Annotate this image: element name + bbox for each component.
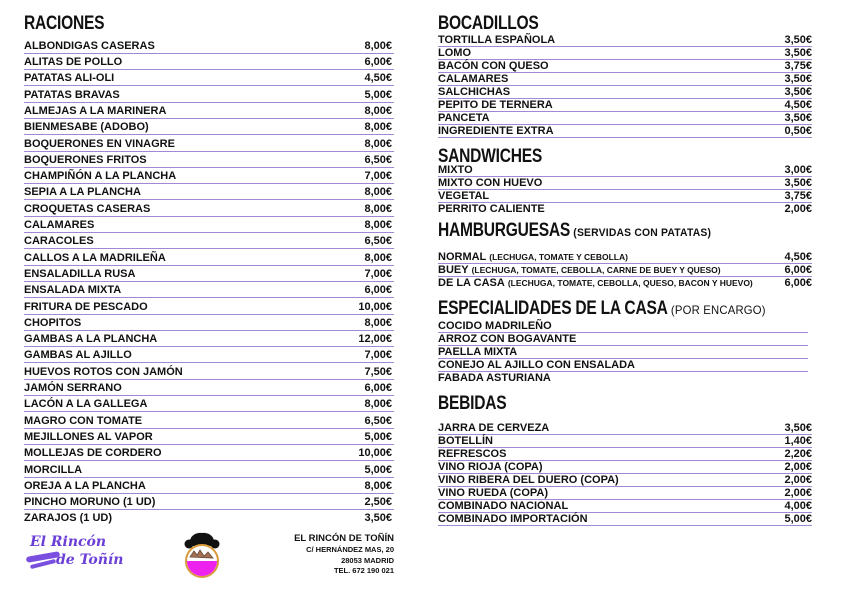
raciones-list — [24, 38, 394, 525]
item-price: 2,00€ — [784, 474, 812, 486]
menu-item — [24, 54, 394, 70]
item-name-text: MEJILLONES AL VAPOR — [24, 430, 153, 443]
menu-item — [24, 168, 394, 184]
item-name — [24, 169, 176, 183]
item-name-text: PINCHO MORUNO (1 UD) — [24, 496, 156, 509]
menu-item — [438, 500, 812, 513]
menu-item — [24, 201, 394, 217]
item-name — [438, 461, 543, 473]
item-price: 3,75€ — [784, 60, 812, 72]
bocadillos-list — [438, 34, 812, 138]
item-name-text: CHAMPIÑÓN A LA PLANCHA — [24, 170, 177, 183]
item-name-text: CALAMARES — [24, 219, 95, 232]
item-name-text: SEPIA A LA PLANCHA — [24, 186, 141, 199]
item-price: 3,75€ — [784, 190, 812, 202]
item-price: 3,50€ — [784, 86, 812, 98]
item-price: 6,50€ — [364, 414, 392, 427]
item-name — [438, 251, 628, 263]
item-name-text: BOQUERONES EN VINAGRE — [24, 137, 175, 150]
item-name-text: COMBINADO NACIONAL — [438, 500, 569, 512]
item-name-text: COCIDO MADRILEÑO — [438, 320, 552, 332]
item-name — [438, 320, 552, 332]
item-price: 6,00€ — [364, 56, 392, 69]
item-name — [24, 218, 94, 232]
menu-item — [24, 380, 394, 396]
sandwiches-section — [438, 146, 812, 215]
item-name — [438, 277, 753, 289]
item-name — [24, 88, 120, 102]
menu-item — [438, 435, 812, 448]
item-name-text: FRITURA DE PESCADO — [24, 300, 148, 313]
item-price: 1,40€ — [784, 435, 812, 447]
item-name-text: BUEY — [438, 264, 469, 276]
item-name — [24, 300, 148, 314]
item-price: 8,00€ — [364, 316, 392, 329]
restaurant-name: EL RINCÓN DE TOÑÍN — [294, 533, 394, 544]
item-name — [438, 60, 549, 72]
item-name — [24, 332, 157, 346]
item-price: 8,00€ — [364, 104, 392, 117]
item-name — [24, 283, 121, 297]
item-price: 5,00€ — [364, 463, 392, 476]
right-column — [438, 14, 812, 526]
menu-item — [24, 282, 394, 298]
item-note: (LECHUGA, TOMATE, CEBOLLA, QUESO, BACON Y HUEVO) — [507, 278, 753, 288]
item-price: 5,00€ — [784, 513, 812, 525]
item-name — [438, 190, 489, 202]
item-name-text: VINO RIBERA DEL DUERO (COPA) — [438, 474, 619, 486]
item-price: 3,50€ — [784, 34, 812, 46]
menu-item — [438, 34, 812, 47]
item-name-text: CONEJO AL AJILLO CON ENSALADA — [438, 359, 635, 371]
menu-item — [438, 177, 812, 190]
menu-item — [24, 397, 394, 413]
menu-item — [438, 487, 812, 500]
menu-item — [438, 99, 812, 112]
item-price: 5,00€ — [364, 430, 392, 443]
item-name-text: ALMEJAS A LA MARINERA — [24, 104, 167, 117]
menu-item — [438, 112, 812, 125]
item-name — [24, 414, 142, 428]
item-price: 0,50€ — [784, 125, 812, 137]
item-name-text: MIXTO — [438, 164, 473, 176]
item-name-text: BIENMESABE (ADOBO) — [24, 121, 149, 134]
menu-item — [24, 429, 394, 445]
item-name — [438, 125, 554, 137]
item-name — [24, 316, 81, 330]
item-name — [438, 112, 490, 124]
menu-item — [438, 359, 808, 372]
sandwiches-title: SANDWICHES — [438, 146, 543, 167]
item-name-text: CALLOS A LA MADRILEÑA — [24, 251, 166, 264]
item-price: 8,00€ — [364, 479, 392, 492]
item-name-text: PERRITO CALIENTE — [438, 203, 545, 215]
item-name — [438, 203, 545, 215]
item-name-text: ARROZ CON BOGAVANTE — [438, 333, 577, 345]
bebidas-section — [438, 394, 812, 526]
item-price: 8,00€ — [364, 398, 392, 411]
especialidades-title — [438, 298, 766, 320]
bebidas-list — [438, 422, 812, 526]
item-name — [24, 234, 94, 248]
item-price: 3,50€ — [784, 73, 812, 85]
item-name-text: INGREDIENTE EXTRA — [438, 125, 554, 137]
item-name-text: MOLLEJAS DE CORDERO — [24, 447, 162, 460]
menu-item — [24, 445, 394, 461]
restaurant-info — [270, 533, 394, 577]
item-name-text: CARACOLES — [24, 235, 94, 248]
menu-item — [24, 250, 394, 266]
item-price: 8,00€ — [364, 137, 392, 150]
menu-item — [24, 234, 394, 250]
item-name — [24, 495, 155, 509]
restaurant-city: 28053 MADRID — [341, 555, 394, 565]
item-name-text: TORTILLA ESPAÑOLA — [438, 34, 556, 46]
item-name-text: GAMBAS AL AJILLO — [24, 349, 132, 362]
restaurant-address: C/ HERNÁNDEZ MAS, 20 — [306, 545, 394, 554]
menu-item — [438, 190, 812, 203]
item-name-text: ENSALADILLA RUSA — [24, 267, 136, 280]
item-price: 7,50€ — [364, 365, 392, 378]
item-name-text: PAELLA MIXTA — [438, 346, 518, 358]
sandwiches-list — [438, 164, 812, 215]
menu-item — [24, 71, 394, 87]
item-name-text: MORCILLA — [24, 463, 83, 476]
item-name-text: VINO RUEDA (COPA) — [438, 487, 548, 499]
item-name — [438, 513, 588, 525]
item-name — [438, 500, 568, 512]
item-name — [438, 448, 506, 460]
item-name — [24, 251, 166, 265]
item-note: (LECHUGA, TOMATE Y CEBOLLA) — [489, 252, 628, 262]
item-price: 7,00€ — [364, 170, 392, 183]
item-price: 2,00€ — [784, 487, 812, 499]
menu-item — [438, 333, 808, 346]
item-price: 6,00€ — [784, 264, 812, 276]
menu-item — [24, 119, 394, 135]
item-name — [24, 267, 135, 281]
item-name — [438, 487, 548, 499]
item-name — [24, 104, 166, 118]
menu-item — [438, 60, 812, 73]
menu-item — [24, 462, 394, 478]
item-name-text: BACÓN CON QUESO — [438, 60, 549, 72]
item-price: 6,00€ — [784, 277, 812, 289]
item-name-text: DE LA CASA — [438, 277, 505, 289]
item-price: 4,50€ — [784, 251, 812, 263]
item-name-text: PANCETA — [438, 112, 490, 124]
item-price: 10,00€ — [358, 300, 392, 313]
item-name — [24, 55, 122, 69]
item-price: 2,00€ — [784, 461, 812, 473]
item-price: 6,00€ — [364, 284, 392, 297]
menu-item — [24, 315, 394, 331]
logo-line-1: El Rincón — [30, 534, 107, 550]
hamburguesas-title-text: HAMBURGUESAS — [438, 220, 571, 241]
item-name — [24, 446, 162, 460]
raciones-title: RACIONES — [24, 13, 105, 34]
item-price: 6,50€ — [364, 153, 392, 166]
item-name-text: PATATAS ALI-OLI — [24, 72, 115, 85]
item-price: 10,00€ — [358, 447, 392, 460]
menu-item — [24, 103, 394, 119]
menu-item — [24, 511, 394, 526]
item-price: 2,00€ — [784, 203, 812, 215]
item-name-text: PATATAS BRAVAS — [24, 88, 120, 101]
item-name-text: FABADA ASTURIANA — [438, 372, 551, 384]
item-price: 8,00€ — [364, 219, 392, 232]
hamburguesas-list — [438, 251, 812, 289]
item-name-text: CALAMARES — [438, 73, 509, 85]
item-name-text: SALCHICHAS — [438, 86, 511, 98]
especialidades-section — [438, 299, 812, 384]
menu-item — [438, 125, 812, 138]
item-price: 4,00€ — [784, 500, 812, 512]
item-price: 4,50€ — [784, 99, 812, 111]
item-name — [438, 177, 542, 189]
bebidas-title: BEBIDAS — [438, 393, 507, 414]
item-price: 8,00€ — [364, 186, 392, 199]
especialidades-subtitle: (POR ENCARGO) — [670, 303, 766, 317]
item-price: 7,00€ — [364, 349, 392, 362]
item-name — [438, 34, 555, 46]
item-name — [24, 202, 150, 216]
item-name — [24, 511, 112, 525]
item-name — [24, 430, 153, 444]
item-name-text: GAMBAS A LA PLANCHA — [24, 333, 158, 346]
item-name — [438, 73, 508, 85]
item-name — [438, 99, 553, 111]
item-price: 4,50€ — [364, 72, 392, 85]
item-name — [24, 381, 122, 395]
item-price: 2,20€ — [784, 448, 812, 460]
item-price: 12,00€ — [358, 333, 392, 346]
menu-item — [438, 264, 812, 277]
item-name — [438, 422, 549, 434]
menu-item — [438, 346, 808, 359]
bocadillos-section — [438, 14, 812, 138]
item-price: 3,50€ — [784, 47, 812, 59]
item-name — [24, 348, 132, 362]
item-name-text: VINO RIOJA (COPA) — [438, 461, 543, 473]
item-price: 3,50€ — [784, 177, 812, 189]
item-name-text: REFRESCOS — [438, 448, 507, 460]
menu-item — [438, 474, 812, 487]
menu-item — [438, 73, 812, 86]
menu-item — [438, 320, 808, 333]
menu-item — [438, 422, 812, 435]
item-name — [24, 137, 175, 151]
menu-item — [438, 86, 812, 99]
menu-item — [438, 251, 812, 264]
item-name-text: OREJA A LA PLANCHA — [24, 479, 146, 492]
item-name-text: CROQUETAS CASERAS — [24, 202, 151, 215]
menu-item — [24, 348, 394, 364]
item-name — [438, 264, 721, 276]
menu-item — [24, 331, 394, 347]
item-name — [438, 333, 576, 345]
item-name-text: COMBINADO IMPORTACIÓN — [438, 513, 588, 525]
item-note: (LECHUGA, TOMATE, CEBOLLA, CARNE DE BUEY Y QUESO) — [471, 265, 721, 275]
menu-item — [24, 299, 394, 315]
item-name — [24, 397, 147, 411]
item-name — [438, 474, 619, 486]
menu-item — [438, 47, 812, 60]
menu-item — [24, 494, 394, 510]
item-name — [438, 86, 510, 98]
item-price: 3,50€ — [364, 512, 392, 525]
item-name — [24, 120, 149, 134]
logo-line-2: de Toñín — [56, 552, 124, 568]
item-price: 8,00€ — [364, 39, 392, 52]
menu-item — [24, 413, 394, 429]
item-name-text: ALBONDIGAS CASERAS — [24, 39, 155, 52]
item-name — [438, 47, 471, 59]
item-price: 8,00€ — [364, 121, 392, 134]
item-name-text: JARRA DE CERVEZA — [438, 422, 550, 434]
restaurant-phone: TEL. 672 190 021 — [333, 566, 394, 575]
item-name-text: MIXTO CON HUEVO — [438, 177, 543, 189]
item-name-text: ALITAS DE POLLO — [24, 56, 123, 69]
item-price: 5,00€ — [364, 88, 392, 101]
menu-item — [438, 277, 812, 289]
item-name-text: HUEVOS ROTOS CON JAMÓN — [24, 365, 183, 378]
menu-item — [24, 185, 394, 201]
item-price: 6,00€ — [364, 382, 392, 395]
item-name-text: PEPITO DE TERNERA — [438, 99, 553, 111]
especialidades-list — [438, 320, 808, 384]
menu-item — [24, 38, 394, 54]
item-price: 8,00€ — [364, 202, 392, 215]
item-name-text: ENSALADA MIXTA — [24, 284, 122, 297]
hamburguesas-title — [438, 221, 745, 243]
item-price: 3,50€ — [784, 112, 812, 124]
item-name — [24, 365, 183, 379]
bocadillos-title: BOCADILLOS — [438, 13, 539, 34]
hamburguesas-section — [438, 221, 812, 289]
item-name-text: LACÓN A LA GALLEGA — [24, 398, 148, 411]
item-price: 6,50€ — [364, 235, 392, 248]
item-name-text: VEGETAL — [438, 190, 490, 202]
menu-item — [24, 478, 394, 494]
item-name-text: JAMÓN SERRANO — [24, 382, 122, 395]
menu-item — [24, 152, 394, 168]
menu-item — [24, 87, 394, 103]
item-price: 3,00€ — [784, 164, 812, 176]
menu-item — [438, 203, 812, 215]
menu-item — [438, 513, 812, 526]
menu-item — [438, 372, 808, 384]
item-name-text: NORMAL — [438, 251, 487, 263]
item-name — [24, 479, 146, 493]
menu-item — [24, 217, 394, 233]
item-name — [438, 372, 551, 384]
menu-item — [24, 136, 394, 152]
item-name-text: BOQUERONES FRITOS — [24, 153, 147, 166]
item-name-text: CHOPITOS — [24, 316, 82, 329]
item-name-text: MAGRO CON TOMATE — [24, 414, 143, 427]
item-name-text: LOMO — [438, 47, 471, 59]
item-price: 8,00€ — [364, 251, 392, 264]
item-name-text: ZARAJOS (1 UD) — [24, 512, 113, 525]
especialidades-title-text: ESPECIALIDADES DE LA CASA — [438, 298, 668, 319]
item-name — [24, 39, 155, 53]
hamburguesas-subtitle: (SERVIDAS CON PATATAS) — [573, 227, 712, 239]
item-name-text: BOTELLÍN — [438, 435, 493, 447]
item-name — [438, 346, 517, 358]
menu-item — [24, 364, 394, 380]
menu-item — [24, 266, 394, 282]
menu-item — [438, 461, 812, 474]
item-name — [24, 185, 141, 199]
item-name — [24, 153, 147, 167]
item-name — [24, 463, 82, 477]
item-price: 7,00€ — [364, 267, 392, 280]
bullfighter-badge-icon — [182, 530, 222, 580]
item-name — [438, 435, 493, 447]
raciones-section — [24, 14, 394, 526]
item-price: 3,50€ — [784, 422, 812, 434]
item-name — [24, 71, 114, 85]
item-price: 2,50€ — [364, 496, 392, 509]
menu-item — [438, 448, 812, 461]
item-name — [438, 359, 635, 371]
